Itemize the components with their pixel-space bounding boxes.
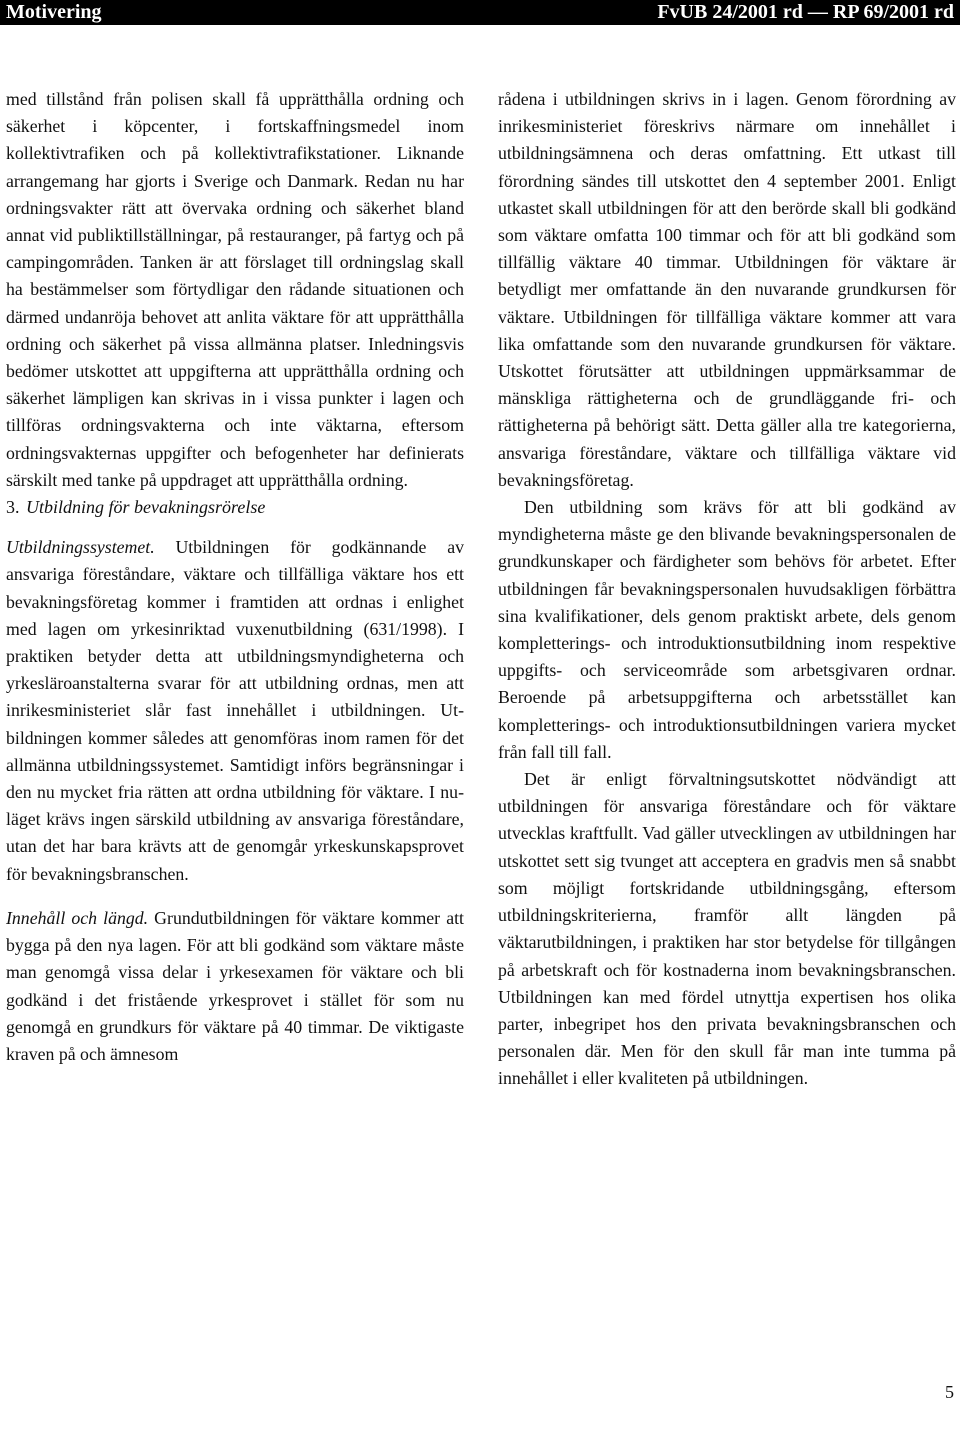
left-column	[6, 86, 464, 1068]
paragraph	[6, 905, 464, 1068]
section-heading-text: Utbildning för bevakningsrörelse	[26, 497, 266, 518]
section-heading	[6, 494, 464, 521]
paragraph: Det är enligt förvaltningsutskottet nödvändigt att utbildningen för ansvariga föreståndare och för väktare utvecklas kraftfullt. Vad gäller utvecklingen av utbildningen har utskottet sett sig tvunget att acceptera en gradvis men så snabbt som möjligt fortskridande utbildningsgång, eftersom utbildningskriterierna, framför allt längden på väktarutbildningen, i praktiken har stor betydelse för tillgången på arbetskraft och för kostnaderna inom bevakningsbranschen. Utbildningen kan med fördel utnyttja expertisen hos olika parter, inbegripet hos den privata bevakningsbranschen och personalen där. Men för den skull får man inte tumma på innehållet i eller kvaliteten på utbildningen.	[498, 769, 956, 1089]
right-column	[498, 86, 956, 1093]
paragraph-lead: Innehåll och längd.	[6, 907, 149, 928]
section-number: 3.	[6, 497, 20, 518]
document-reference: FvUB 24/2001 rd — RP 69/2001 rd	[657, 1, 954, 23]
paragraph-lead: Utbildningssystemet.	[6, 537, 155, 558]
paragraph: Den utbildning som krävs för att bli godkänd av myndigheterna måste ge den blivande bevakningspersonalen de grundkunskaper och färdigheter som behövs för arbetet. Efter utbildningen får bevakningspersonalen huvudsakligen förbättra sina kvalifikationer, dels genom praktiskt arbete, dels genom kompletterings- och introduktionsutbildning inom respektive uppgifts- och serviceområde som arbetsgivaren ordnar. Beroende på arbetsuppgifterna och arbetsstället kan kompletterings- och introduktionsutbildningen variera mycket från fall till fall.	[498, 497, 956, 762]
paragraph-body: Grundutbildningen för väktare kommer att bygga på den nya lagen. För att bli godkänd som väktare måste man genomgå vissa delar i yrkesexamen för väktare och bli godkänd i det fristående yrkesprovet i stället för som nu genomgå en grundkurs för väktare på 40 timmar. De viktigaste kraven på och ämnesom	[6, 907, 464, 1064]
paragraph-body: Utbildningen för godkännande av ansvariga föreståndare, väktare och tillfälliga väktare hos ett bevakningsföretag kommer i framtiden att ordnas i enlighet med lagen om yrkesinriktad vuxenutbildning (631/1998). I praktiken betyder detta att utbildningsmyndigheterna och yrkesläroanstalterna svarar för att utbildning ordnas, men att inrikesministeriet slår fast innehållet i utbildningen. Utbildningen kommer således att genomföras inom ramen för det allmänna utbildningssystemet. Samtidigt införs begränsningar i den nu mycket fria rätten att ordna utbildning för väktare. I nuläget krävs ingen särskild utbildning av ansvariga föreståndare, utan det har bara krävts att de genomgår yrkeskunskapsprovet för bevakningsbranschen.	[6, 537, 464, 884]
paragraph: med tillstånd från polisen skall få upprätthålla ordning och säkerhet i köpcenter, i fortskaffningsmedel inom kollektivtrafiken och på kollektivtrafikstationer. Liknande arrangemang har gjorts i Sverige och Danmark. Redan nu har ordningsvakter rätt att övervaka ordning och säkerhet bland annat vid publiktillställningar, på restauranger, på fartyg och på campingområden. Tanken är att förslaget till ordningslag skall ha bestämmelser som förtydligar den rådande situationen och därmed undanröja behovet att anlita väktare för att upprätthålla ordning och säkerhet på vissa allmänna platser. Inledningsvis bedömer utskottet att uppgifterna att upprätthålla ordning och säkerhet lämpligen kan skrivas in i vissa punkter i lagen och tillföras ordningsvakterna och inte väktarna, eftersom ordningsvakternas uppgifter och befogenheter har definierats särskilt med tanke på uppdraget att upprätthålla ordning.	[6, 89, 464, 490]
page-number: 5	[945, 1382, 954, 1402]
paragraph: rådena i utbildningen skrivs in i lagen. Genom förordning av inrikesministeriet föreskrivs närmare om innehållet i utbildningsämnena och deras omfattning. Ett utkast till förordning sändes till utskottet den 4 september 2001. Enligt utkastet skall utbildningen för att den berörde skall bli godkänd som väktare omfatta 100 timmar och för att bli godkänd som tillfällig väktare 40 timmar. Utbildningen för väktare är betydligt mer omfattande än den nuvarande grundkursen för väktare. Utbildningen för tillfälliga väktare kommer att vara lika omfattande som den nuvarande grundkursen för väktare. Utskottet förutsätter att utbildningen uppmärksammar de mänskliga rättigheterna och de grundläggande fri- och rättigheterna på behörigt sätt. Detta gäller alla tre kategorierna, ansvariga föreståndare, väktare och tillfälliga väktare vid bevakningsföretag.	[498, 89, 956, 490]
section-title: Motivering	[6, 1, 102, 23]
page-header	[0, 0, 960, 25]
paragraph	[6, 534, 464, 888]
